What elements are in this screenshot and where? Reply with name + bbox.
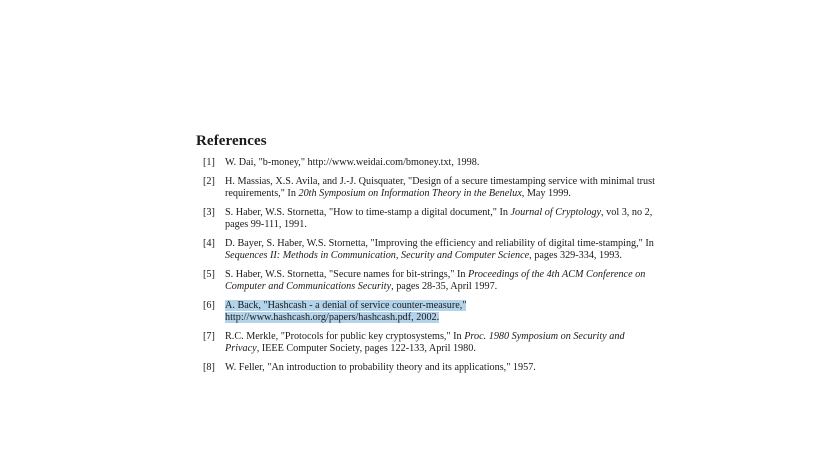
reference-item (196, 331, 656, 355)
reference-number: [1] (203, 157, 215, 168)
reference-item (196, 362, 656, 374)
reference-segment: H. Massias, X.S. Avila, and J.-J. Quisquater, "Design of a secure timestamping service with minimal trust requirements," In (225, 176, 655, 199)
reference-segment: W. Feller, "An introduction to probability theory and its applications," 1957. (225, 362, 536, 373)
reference-text-highlighted (225, 300, 656, 324)
reference-segment: , pages 28-35, April 1997. (391, 281, 498, 292)
reference-number: [3] (203, 207, 215, 218)
reference-segment: R.C. Merkle, "Protocols for public key cryptosystems," In (225, 331, 465, 342)
reference-number: [6] (203, 300, 215, 311)
reference-item (196, 207, 656, 231)
reference-text (225, 269, 656, 293)
reference-venue: Sequences II: Methods in Communication, Security and Computer Science (225, 250, 530, 261)
reference-item (196, 157, 656, 169)
reference-list (196, 157, 656, 374)
references-heading: References (196, 133, 267, 149)
reference-number: [7] (203, 331, 215, 342)
reference-segment: D. Bayer, S. Haber, W.S. Stornetta, "Improving the efficiency and reliability of digital time-stamping," In (225, 238, 654, 249)
reference-segment: W. Dai, "b-money," http://www.weidai.com/bmoney.txt, 1998. (225, 157, 480, 168)
reference-segment: , pages 329-334, 1993. (529, 250, 622, 261)
reference-item (196, 176, 656, 200)
text-selection-highlight[interactable] (225, 300, 466, 323)
reference-segment: S. Haber, W.S. Stornetta, "How to time-stamp a digital document," In (225, 207, 511, 218)
reference-segment: , vol 3, no 2, pages 99-111, 1991. (225, 207, 653, 230)
reference-text (225, 238, 656, 262)
reference-venue: Journal of Cryptology (510, 207, 602, 218)
reference-text (225, 176, 656, 200)
reference-number: [4] (203, 238, 215, 249)
reference-venue: Proceedings of the 4th ACM Conference on Computer and Communications Security (225, 269, 646, 292)
reference-venue: Proc. 1980 Symposium on Security and Privacy (225, 331, 625, 354)
reference-item (196, 238, 656, 262)
reference-segment: A. Back, "Hashcash - a denial of service counter-measure," http://www.hashcash.org/papers/hashcash.pdf, 2002. (225, 300, 467, 323)
reference-segment: , IEEE Computer Society, pages 122-133, April 1980. (256, 343, 476, 354)
reference-text (225, 207, 656, 231)
reference-segment: S. Haber, W.S. Stornetta, "Secure names for bit-strings," In (225, 269, 469, 280)
reference-text (225, 362, 656, 374)
references-section (196, 133, 656, 381)
reference-number: [2] (203, 176, 215, 187)
reference-item (196, 300, 656, 324)
reference-item (196, 269, 656, 293)
reference-number: [8] (203, 362, 215, 373)
reference-number: [5] (203, 269, 215, 280)
reference-segment: , May 1999. (521, 188, 571, 199)
reference-text (225, 331, 656, 355)
reference-text (225, 157, 656, 169)
reference-venue: 20th Symposium on Information Theory in the Benelux (298, 188, 522, 199)
